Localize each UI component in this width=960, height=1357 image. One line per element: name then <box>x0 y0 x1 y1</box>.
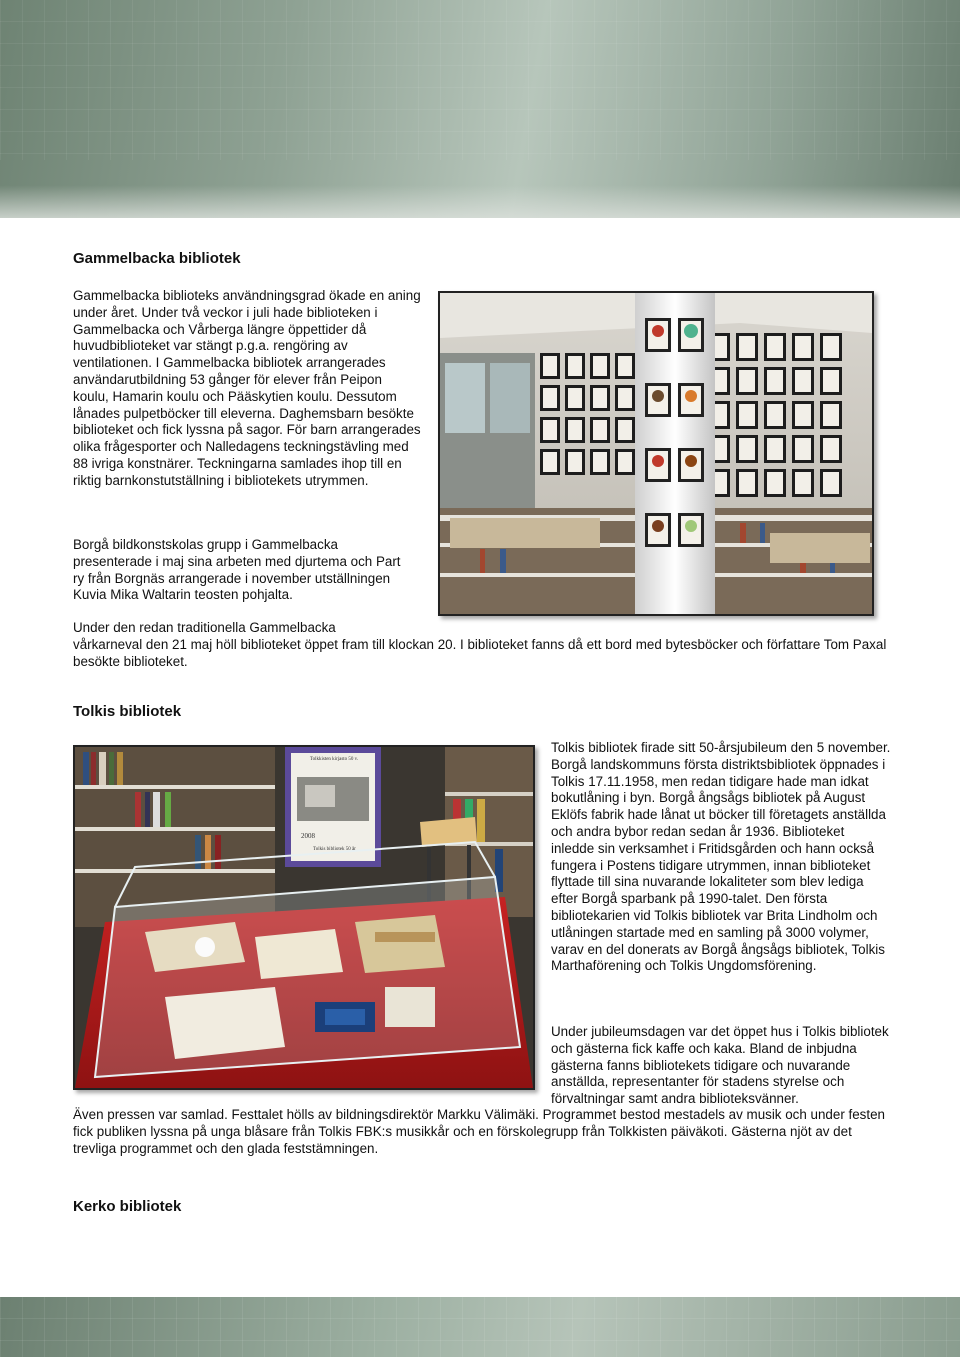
tolkis-jubilee-photo <box>73 745 535 1090</box>
footer-banner <box>0 1297 960 1357</box>
tolkis-paragraph-2a: Under jubileumsdagen var det öppet hus i Tolkis bibliotek och gästerna fick kaffe och kaka. Bland de inbjudna gästerna fanns bibliotekets tidigare och nuvarande anställda, representanter för stadens styrelse och förvaltningar samt andra biblioteksvänner. <box>551 1024 889 1107</box>
gammelbacka-paragraph-3a: Under den redan traditionella Gammelbacka <box>73 620 336 635</box>
header-banner <box>0 0 960 218</box>
tolkis-poster-title: Tolkkisten kirjasto 50 v. <box>309 757 359 762</box>
gammelbacka-exhibition-photo <box>438 291 874 616</box>
gammelbacka-paragraph-1: Gammelbacka biblioteks användningsgrad ökade en aning under året. Under två veckor i juli hade biblioteken i Gammelbacka och Vårberga längre öppettider då huvudbiblioteket var stängt p.g.a. rengöring av ventilationen. I Gammelbacka bibliotek arrangerades användarutbildning 53 gånger för elever från Peipon koulu, Hamarin koulu och Pääskytien koulu. Dessutom lånades pulpetböcker till eleverna. Daghemsbarn besökte biblioteket och fick lyssna på sagor. För barn arrangerades olika frågesporter och Nalledagens teckningstävling med 88 ivriga konstnärer. Teckningarna samlades ihop till en riktig barnkonstutställning i bibliotekets utrymmen. <box>73 288 421 488</box>
tolkis-heading: Tolkis bibliotek <box>73 703 182 720</box>
display-case-illustration <box>75 747 533 1088</box>
gammelbacka-paragraph-3b: vårkarneval den 21 maj höll biblioteket öppet fram till klockan 20. I biblioteket fanns då ett bord med bytesböcker och författare Tom Paxal besökte biblioteket. <box>73 637 887 669</box>
gammelbacka-paragraph-2: Borgå bildkonstskolas grupp i Gammelbacka presenterade i maj sina arbeten med djurtema och Part ry från Borgnäs arrangerade i november utställningen Kuvia Mika Waltarin teosten pohjalta. <box>73 537 401 603</box>
gammelbacka-heading: Gammelbacka bibliotek <box>73 250 241 267</box>
tolkis-paragraph-2b: Även pressen var samlad. Festtalet hölls av bildningsdirektör Markku Välimäki. Programmet bestod mestadels av musik och under festen fick publiken lyssna på unga blåsare från Tolkis FBK:s musikkår och en förskolegrupp från Tolkkisten päiväkoti. Gästerna njöt av det trevliga programmet och den glada feststämningen. <box>73 1107 885 1156</box>
kerko-heading: Kerko bibliotek <box>73 1198 182 1215</box>
tolkis-paragraph-1: Tolkis bibliotek firade sitt 50-årsjubileum den 5 november. Borgå landskommuns första distriktsbibliotek öppnades i Tolkis 17.11.1958, men redan tidigare hade man idkat bokutlåning i byn. Borgå ångsågs bibliotek på August Eklöfs fabrik hade lånat ut böcker till företagets anställda och andra bybor redan sedan år 1936. Biblioteket inledde sin verksamhet i Fritidsgården och hann också fungera i Postens tidigare utrymmen, innan biblioteket flyttade till sina nuvarande lokaliteter som blev lediga efter Borgå sparbank på 1990-talet. Den första bibliotekarien vid Tolkis bibliotek var Brita Lindholm och utlåningen startade med en samling på 3000 volymer, varav en del donerats av Borgå ångsågs bibliotek, Tolkis Marthaförening och Tolkis Ungdomsförening. <box>551 740 891 974</box>
tolkis-poster-year: 2008 <box>301 832 315 840</box>
drawings-exhibition-illustration <box>440 293 872 614</box>
tolkis-poster-caption: Tolkis bibliotek 50 år <box>313 847 356 852</box>
